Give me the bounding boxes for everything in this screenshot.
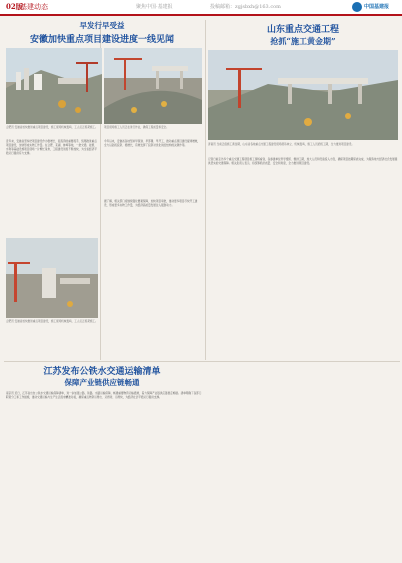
article-left-body: 近年来，安徽省坚持把项目建设作为稳增长、促投资的重要抓手，统筹推进重点项目建设，加快形成实物工作量。在合肥、芜湖、蚌埠等地，一批交通、能源、水利等基础设施项目现场一片繁忙景象，工程建设进度不断加快，为全省经济平稳运行提供有力支撑。 [6, 140, 97, 156]
construction-photo-right [208, 50, 398, 140]
logo-mark-icon [352, 2, 362, 12]
photo-caption-center: 项目现场施工人员正在进行作业，确保工程质量和安全。 [104, 126, 169, 129]
paper-name: 聚焦中国·基建报 [136, 4, 173, 10]
article-left-title: 安徽加快重点项目建设进度一线见闻 [29, 35, 174, 45]
photo-caption-left: 合肥讯 安徽省加快推进重点项目建设，施工现场机械轰鸣，工人们正抓紧施工。 [6, 126, 98, 129]
photo-caption-right: 济南讯 当前正值施工黄金期，山东省各地重点交通工程建设现场塔吊林立、机械轰鸣，施工人员抢抓工期，全力推进项目建设。 [208, 143, 355, 146]
section-divider [4, 361, 400, 362]
article-bottom-subtitle: 保障产业链供应链畅通 [64, 378, 140, 387]
construction-photo-left [6, 48, 102, 124]
section-name: 基建动态 [20, 3, 48, 11]
logo-text: 中国基建报 [364, 4, 390, 10]
article-center-body: 今年以来，安徽省各地坚持早谋划、早部署、早开工，推动重点项目建设提速增效，全力以赴抓投资、稳增长，有效发挥了投资对优化供给结构的关键作用。 [104, 140, 200, 148]
article-bottom-body: 南京讯 近日，江苏省出台公铁水交通运输保障清单，进一步加强公路、铁路、水路运输保障，畅通重要物资运输通道，着力保障产业链供应链稳定畅通。清单明确了各部门职责分工和工作措施，推动交通运输与生产生活需求精准对接，确保重点物资运得出、运得进、运得快，为经济社会平稳运行提供支撑。 [6, 392, 202, 400]
article-right-body: 记者日前走访多个重点交通工程项目施工现场看到，各参建单位科学组织、倒排工期，加大人员和设备投入力度，确保项目按期保质完成，为服务地方经济社会发展提供坚实的交通保障。相关负责人表示，将统筹抓好质量、安全和进度，全力推进项目建设。 [208, 158, 398, 166]
page-header [0, 0, 402, 16]
column-divider [205, 20, 206, 360]
article-center-body-continued: 据了解，相关部门将继续强化要素保障，加快项目审批，推动更多项目尽快开工建设，形成更多实物工作量，为经济高质量发展注入强劲动力。 [104, 200, 198, 208]
article-bottom-title: 江苏发布公铁水交通运输清单 [43, 367, 161, 377]
page-number: 02版 [6, 2, 23, 11]
article-right-kicker: 山东重点交通工程 [266, 25, 339, 35]
article-left-kicker: 早发行早受益 [79, 21, 125, 30]
construction-photo-lower [6, 238, 98, 318]
submission-email: 投稿邮箱：zgjsbxh@163.com [210, 4, 281, 10]
newspaper-logo [352, 1, 400, 13]
article-right-title: 抢抓“施工黄金期” [270, 36, 336, 46]
photo-caption-lower: 合肥讯 安徽省加快推进重点项目建设，施工现场机械轰鸣，工人们正抓紧施工。 [6, 320, 98, 323]
construction-photo-center [104, 48, 202, 124]
